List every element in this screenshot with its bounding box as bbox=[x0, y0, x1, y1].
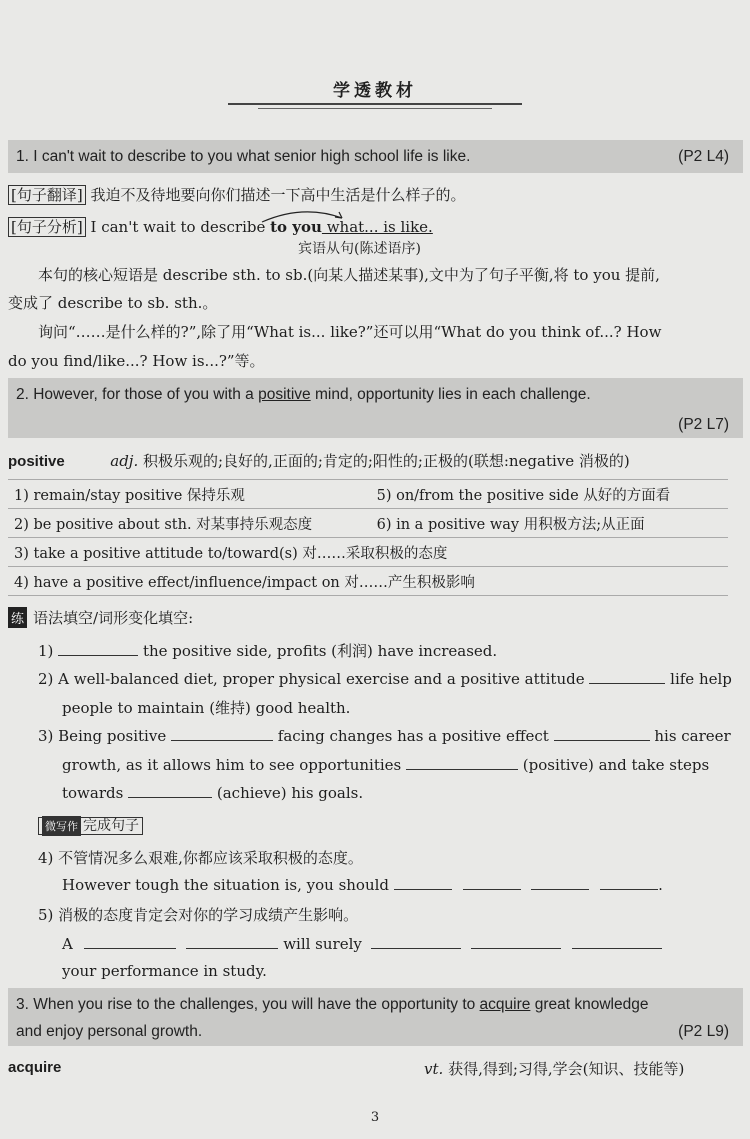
analysis-line bbox=[8, 216, 433, 237]
phrase-item: 3) take a positive attitude to/toward(s) 对……采取积极的态度 bbox=[8, 538, 728, 567]
answer-blank[interactable] bbox=[84, 934, 176, 949]
sentence-1-ref: (P2 L4) bbox=[678, 148, 729, 165]
question-4-zh: 4) 不管情况多么艰难,你都应该采取积极的态度。 bbox=[38, 849, 363, 867]
question-5-line2: your performance in study. bbox=[62, 962, 267, 980]
exercise-heading bbox=[8, 607, 193, 628]
translation-line bbox=[8, 184, 466, 205]
answer-blank[interactable] bbox=[463, 875, 521, 890]
question-3-line3: towards (achieve) his goals. bbox=[62, 784, 364, 802]
question-5-zh: 5) 消极的态度肯定会对你的学习成绩产生影响。 bbox=[38, 906, 359, 924]
analysis-tag: [句子分析] bbox=[8, 217, 86, 237]
analysis-bold: to you bbox=[270, 218, 322, 236]
phrase-item: 2) be positive about sth. 对某事持乐观态度 bbox=[8, 509, 371, 538]
phrase-row bbox=[8, 509, 728, 538]
phrase-row bbox=[8, 480, 728, 509]
para2-line1: 询问“……是什么样的?”,除了用“What is... like?”还可以用“What do you think of...? How bbox=[38, 323, 662, 341]
answer-blank[interactable] bbox=[128, 783, 212, 798]
answer-blank[interactable] bbox=[371, 934, 461, 949]
bleed-through-text bbox=[0, 55, 750, 70]
answer-blank[interactable] bbox=[600, 875, 658, 890]
acquire-meaning: 获得,得到;习得,学会(知识、技能等) bbox=[448, 1060, 685, 1078]
phrase-row bbox=[8, 567, 728, 596]
answer-blank[interactable] bbox=[394, 875, 452, 890]
sentence-3-text: 3. When you rise to the challenges, you will have the opportunity to acquire great knowledge bbox=[16, 996, 649, 1013]
question-2-line1: 2) A well-balanced diet, proper physical exercise and a positive attitude life help bbox=[38, 670, 732, 688]
para2-line2: do you find/like...? How is...?”等。 bbox=[8, 352, 265, 370]
page-title: 学透教材 bbox=[333, 81, 417, 101]
positive-meaning: 积极乐观的;良好的,正面的;肯定的;阳性的;正极的(联想:negative 消极的) bbox=[143, 452, 630, 470]
sentence-3-ref: (P2 L9) bbox=[678, 1023, 729, 1040]
phrase-row bbox=[8, 538, 728, 567]
question-4-en: However tough the situation is, you should . bbox=[62, 876, 663, 894]
question-5-en: A will surely bbox=[62, 934, 662, 953]
clause-label: 宾语从句(陈述语序) bbox=[298, 241, 421, 257]
page-number: 3 bbox=[370, 1110, 380, 1125]
answer-blank[interactable] bbox=[554, 726, 650, 741]
answer-blank[interactable] bbox=[186, 934, 278, 949]
practice-tag-icon: 练 bbox=[8, 607, 27, 628]
question-3-line1: 3) Being positive facing changes has a positive effect his career bbox=[38, 727, 731, 745]
sentence-1-text: 1. I can't wait to describe to you what senior high school life is like. bbox=[16, 148, 471, 165]
exercise-title: 语法填空/词形变化填空: bbox=[33, 609, 194, 627]
answer-blank[interactable] bbox=[572, 934, 662, 949]
positive-entry bbox=[8, 450, 630, 471]
phrase-item: 1) remain/stay positive 保持乐观 bbox=[8, 480, 371, 509]
sentence-2-text: 2. However, for those of you with a positive mind, opportunity lies in each challenge. bbox=[16, 386, 591, 403]
para1-line1: 本句的核心短语是 describe sth. to sb.(向某人描述某事),文中为了句子平衡,将 to you 提前, bbox=[38, 266, 660, 284]
micro-writing-tag: 微写作 完成句子 bbox=[38, 817, 143, 835]
phrase-item: 4) have a positive effect/influence/impact on 对……产生积极影响 bbox=[8, 567, 728, 596]
translation-text: 我迫不及待地要向你们描述一下高中生活是什么样子的。 bbox=[90, 186, 466, 204]
translation-tag: [句子翻译] bbox=[8, 185, 86, 205]
sentence-2-ref: (P2 L7) bbox=[678, 416, 729, 433]
phrase-item: 6) in a positive way 用积极方法;从正面 bbox=[371, 509, 728, 538]
acquire-entry bbox=[424, 1058, 684, 1079]
sentence-3-bar bbox=[8, 988, 743, 1046]
para1-line2: 变成了 describe to sb. sth.。 bbox=[8, 294, 218, 312]
answer-blank[interactable] bbox=[406, 755, 518, 770]
answer-blank[interactable] bbox=[531, 875, 589, 890]
title-rule-thin bbox=[258, 108, 492, 109]
phrase-item: 5) on/from the positive side 从好的方面看 bbox=[371, 480, 728, 509]
question-3-line2: growth, as it allows him to see opportunities (positive) and take steps bbox=[62, 756, 710, 774]
headword-positive: positive bbox=[8, 453, 65, 470]
analysis-post: what... is like. bbox=[321, 218, 433, 236]
answer-blank[interactable] bbox=[58, 641, 138, 656]
analysis-pre: I can't wait to describe bbox=[90, 218, 271, 236]
answer-blank[interactable] bbox=[471, 934, 561, 949]
question-1: 1) the positive side, profits (利润) have increased. bbox=[38, 642, 498, 660]
sentence-3-text-line2: and enjoy personal growth. bbox=[16, 1023, 203, 1040]
positive-pos: adj. bbox=[110, 452, 139, 470]
answer-blank[interactable] bbox=[171, 726, 273, 741]
acquire-headword: acquire bbox=[8, 1059, 62, 1076]
movement-arrow-icon bbox=[258, 208, 348, 224]
answer-blank[interactable] bbox=[589, 669, 665, 684]
acquire-pos: vt. bbox=[424, 1060, 444, 1078]
sentence-1-bar bbox=[8, 140, 743, 173]
sentence-2-bar bbox=[8, 378, 743, 438]
title-rule bbox=[228, 103, 522, 105]
question-2-line2: people to maintain (维持) good health. bbox=[62, 699, 351, 717]
phrase-table bbox=[8, 479, 728, 596]
micro-writing-heading bbox=[38, 815, 143, 836]
